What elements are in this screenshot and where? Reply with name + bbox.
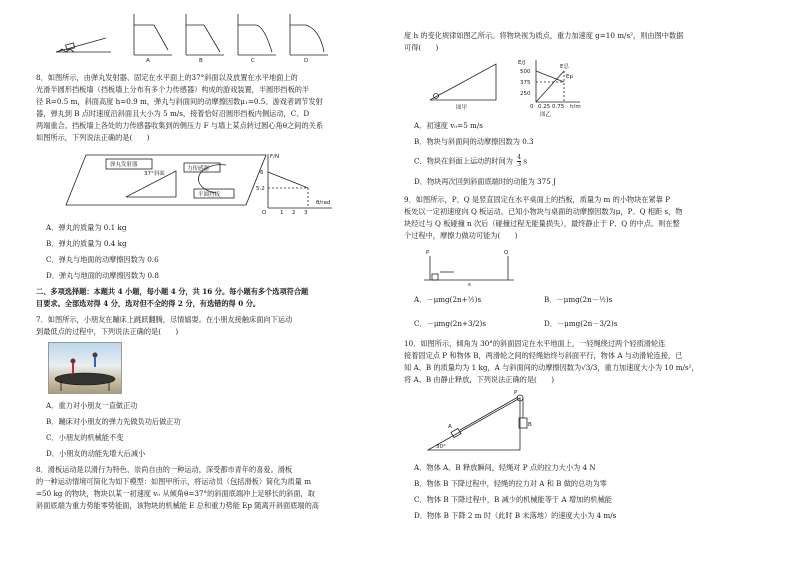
q8-option-b: B．弹丸的质量为 0.4 kg xyxy=(46,239,127,248)
q8-force-graph xyxy=(256,150,336,215)
q10-line-1: 10．如图所示，倾角为 30°的斜面固定在水平地面上，一轻绳绕过两个轻质滑轮连 xyxy=(404,339,666,348)
top-figures xyxy=(36,0,404,62)
time-unit: s xyxy=(523,156,528,166)
q8-line-5: 两端重合。挡板墙上各处的力传感器收集到的侧压力 F 与墙上某点转过圆心角θ之间的关系 xyxy=(36,121,324,130)
q7-option-c: C．小朋友的机械能不变 xyxy=(46,433,124,442)
q9-figure xyxy=(424,250,514,286)
q9-option-a: A．－μmg(2n+½)s xyxy=(414,295,482,304)
fig-label-c: C xyxy=(251,58,255,64)
graph-xt2: 2 xyxy=(292,210,296,216)
section-2-heading-2: 目要求。全部选对得 4 分，选对但不全的得 2 分，有选错的得 0 分。 xyxy=(36,299,261,308)
fig-yi-label: 图乙 xyxy=(540,112,552,118)
right-column xyxy=(404,0,772,561)
fig-label-d: D xyxy=(304,58,309,64)
q9-line-1: 9．如图所示，P、Q 是竖直固定在水平桌面上的挡板，质量为 m 的小物块在紧靠 P xyxy=(404,195,671,204)
fig-label-b: B xyxy=(199,58,203,64)
graph-yaxis: F/N xyxy=(270,154,280,160)
fig-jia xyxy=(426,56,506,112)
q10-figure xyxy=(424,390,534,456)
fig-yi-0: 0 xyxy=(530,104,534,110)
time-fraction xyxy=(517,155,521,168)
fig-yi-y: E/J xyxy=(518,60,525,66)
board-label: 半圆挡板 xyxy=(198,192,221,198)
trampoline-photo xyxy=(48,342,122,394)
fig-yi-ep: Ep xyxy=(566,74,573,80)
sensor-label: 力传感器 xyxy=(187,166,210,172)
left-column xyxy=(36,0,404,561)
q8-line-4: 器，弹丸到 B 点时速度沿斜面且大小为 5 m/s，接着恰好沿圆形挡板内侧运动，C、D xyxy=(36,109,310,118)
q8-line-6: 如图所示，下列说法正确的是( ) xyxy=(36,133,150,142)
q8b-line-2: 的一种运动情境可简化为如下模型：如图甲所示，将运动员（包括滑板）简化为质量 m xyxy=(36,477,312,486)
q7-line-2: 到最低点的过程中，下列说法正确的是( ) xyxy=(36,327,179,336)
fig-yi xyxy=(514,56,584,116)
cont-line-1: 度 h 的变化规律如图乙所示。将物块视为质点，重力加速度 g=10 m/s²，则由图中数据 xyxy=(404,31,684,40)
q9a-option-b: B．物块与斜面间的动摩擦因数为 0.3 xyxy=(414,137,534,146)
q10-option-a: A．物体 A、B 释放瞬间，轻绳对 P 点的拉力大小为 4 N xyxy=(414,463,596,472)
q9-option-c: C．－μmg(2n+3/2)s xyxy=(414,319,487,328)
q9a-option-c-row xyxy=(414,155,527,168)
q9-s-label: s xyxy=(468,282,471,288)
fig-yi-375: 375 xyxy=(520,80,531,86)
fig-yi-500: 500 xyxy=(520,69,531,75)
q8b-line-4: 斜面底端为重力势能零势能面，该物块的机械能 E 总和重力势能 Ep 随离开斜面底端的高 xyxy=(36,501,319,510)
q9-line-3: 块经过与 Q 板碰撞 n 次后（碰撞过程无能量损失），最终静止于 P、Q 的中点。则在整 xyxy=(404,219,680,228)
q8-option-c: C．弹丸与地面的动摩擦因数为 0.6 xyxy=(46,255,159,264)
q10-angle: 30° xyxy=(436,444,446,450)
q8-line-3: 径 R=0.5 m，斜面高度 h=0.9 m，弹丸与斜面间的动摩擦因数μ₁=0.5。游戏者调节发射 xyxy=(36,97,323,106)
q10-option-c: C．物体 B 下降过程中，B 减少的机械能等于 A 增加的机械能 xyxy=(414,495,612,504)
graph-xt1: 1 xyxy=(280,210,284,216)
q10-a: A xyxy=(448,424,452,430)
fig-yi-xunit: h/m xyxy=(570,104,581,110)
q7-line-1: 7．如图所示，小朋友在蹦床上跳跃翻腾，尽情嬉耍。在小朋友接触床面向下运动 xyxy=(36,315,293,324)
launcher-label: 弹丸发射器 xyxy=(110,162,138,168)
q10-line-3: 知 A、B 的质量均为 1 kg，A 与斜面间的动摩擦因数为√3/3，重力加速度大小为 10 m/s²， xyxy=(404,363,699,372)
q9-line-2: 板处以一定初速度向 Q 板运动。已知小物块与桌面的动摩擦因数为μ，P、Q 相距 s，物 xyxy=(404,207,683,216)
graph-origin: O xyxy=(262,210,267,216)
time-den: 3 xyxy=(517,161,522,168)
time-num: 4 xyxy=(517,154,522,161)
fig-yi-x2: 0.75 xyxy=(552,104,565,110)
slope-label: 37°斜面 xyxy=(144,171,165,177)
q10-b: B xyxy=(528,422,532,428)
q9-p-label: P xyxy=(426,250,430,256)
q8b-line-1: 8．滑板运动是以滑行为特色、崇尚自由的一种运动，深受都市青年的喜爱。滑板 xyxy=(36,465,293,474)
fig-jia-label: 图甲 xyxy=(456,105,468,111)
fig-label-a: A xyxy=(146,58,150,64)
section-2-heading-1: 二、多项选择题：本题共 4 小题，每小题 4 分，共 16 分。每小题有多个选项符合题 xyxy=(36,287,309,296)
q9-line-4: 个过程中，摩擦力做功可能为( ) xyxy=(404,231,518,240)
graph-xaxis: θ/rad xyxy=(316,200,331,206)
fig-yi-250: 250 xyxy=(520,91,531,97)
q9a-option-d: D．物块再次回到斜面底端时的动能为 375 J xyxy=(414,177,556,186)
q8b-line-3: =50 kg 的物块，物块以某一初速度 v₀ 从倾角θ=37°的斜面底端冲上足够长的斜面，取 xyxy=(36,489,315,498)
q8-option-d: D．弹丸与地面的动摩擦因数为 0.8 xyxy=(46,271,159,280)
q7-option-b: B．蹦床对小朋友的弹力先做负功后做正功 xyxy=(46,417,181,426)
fig-yi-etot: E总 xyxy=(560,64,569,70)
q10-line-2: 接着固定点 P 和物体 B，两滑轮之间的轻绳始终与斜面平行，物体 A 与动滑轮连接，已 xyxy=(404,351,683,360)
cont-line-2: 可得( ) xyxy=(404,43,439,52)
q10-line-4: 将 A、B 由静止释放，下列说法正确的是( ) xyxy=(404,375,555,384)
q9a-option-a: A．初速度 v₀=5 m/s xyxy=(414,121,483,130)
q10-option-d: D．物体 B 下降 2 m 时（此时 B 未落地）的速度大小为 4 m/s xyxy=(414,511,617,520)
q9a-option-c: C．物块在斜面上运动的时间为 xyxy=(414,156,513,166)
q7-option-d: D．小朋友的动能先增大后减小 xyxy=(46,449,146,458)
graph-xt3: 3 xyxy=(304,210,308,216)
q7-option-a: A．重力对小朋友一直做正功 xyxy=(46,401,138,410)
q9-option-d: D．－μmg(2n－3/2)s xyxy=(544,319,618,328)
q10-option-b: B．物体 B 下降过程中，轻绳的拉力对 A 和 B 做的总功为零 xyxy=(414,479,607,488)
graph-y1: 6 xyxy=(260,170,264,176)
q9-option-b: B．－μmg(2n－½)s xyxy=(544,295,613,304)
q8-option-a: A．弹丸的质量为 0.1 kg xyxy=(46,223,127,232)
graph-y2: 5.2 xyxy=(256,186,265,192)
q8-line-1: 8．如图所示，由弹丸发射器、固定在水平面上的37°斜面以及放置在水平地面上的 xyxy=(36,73,298,82)
q10-p: P xyxy=(514,390,518,396)
fig-yi-x1: 0.25 xyxy=(538,104,551,110)
q9-q-label: Q xyxy=(504,250,509,256)
q8-line-2: 光滑半圆形挡板墙（挡板墙上分布有多个力传感器）构成的游戏装置，半圆形挡板的半 xyxy=(36,85,310,94)
